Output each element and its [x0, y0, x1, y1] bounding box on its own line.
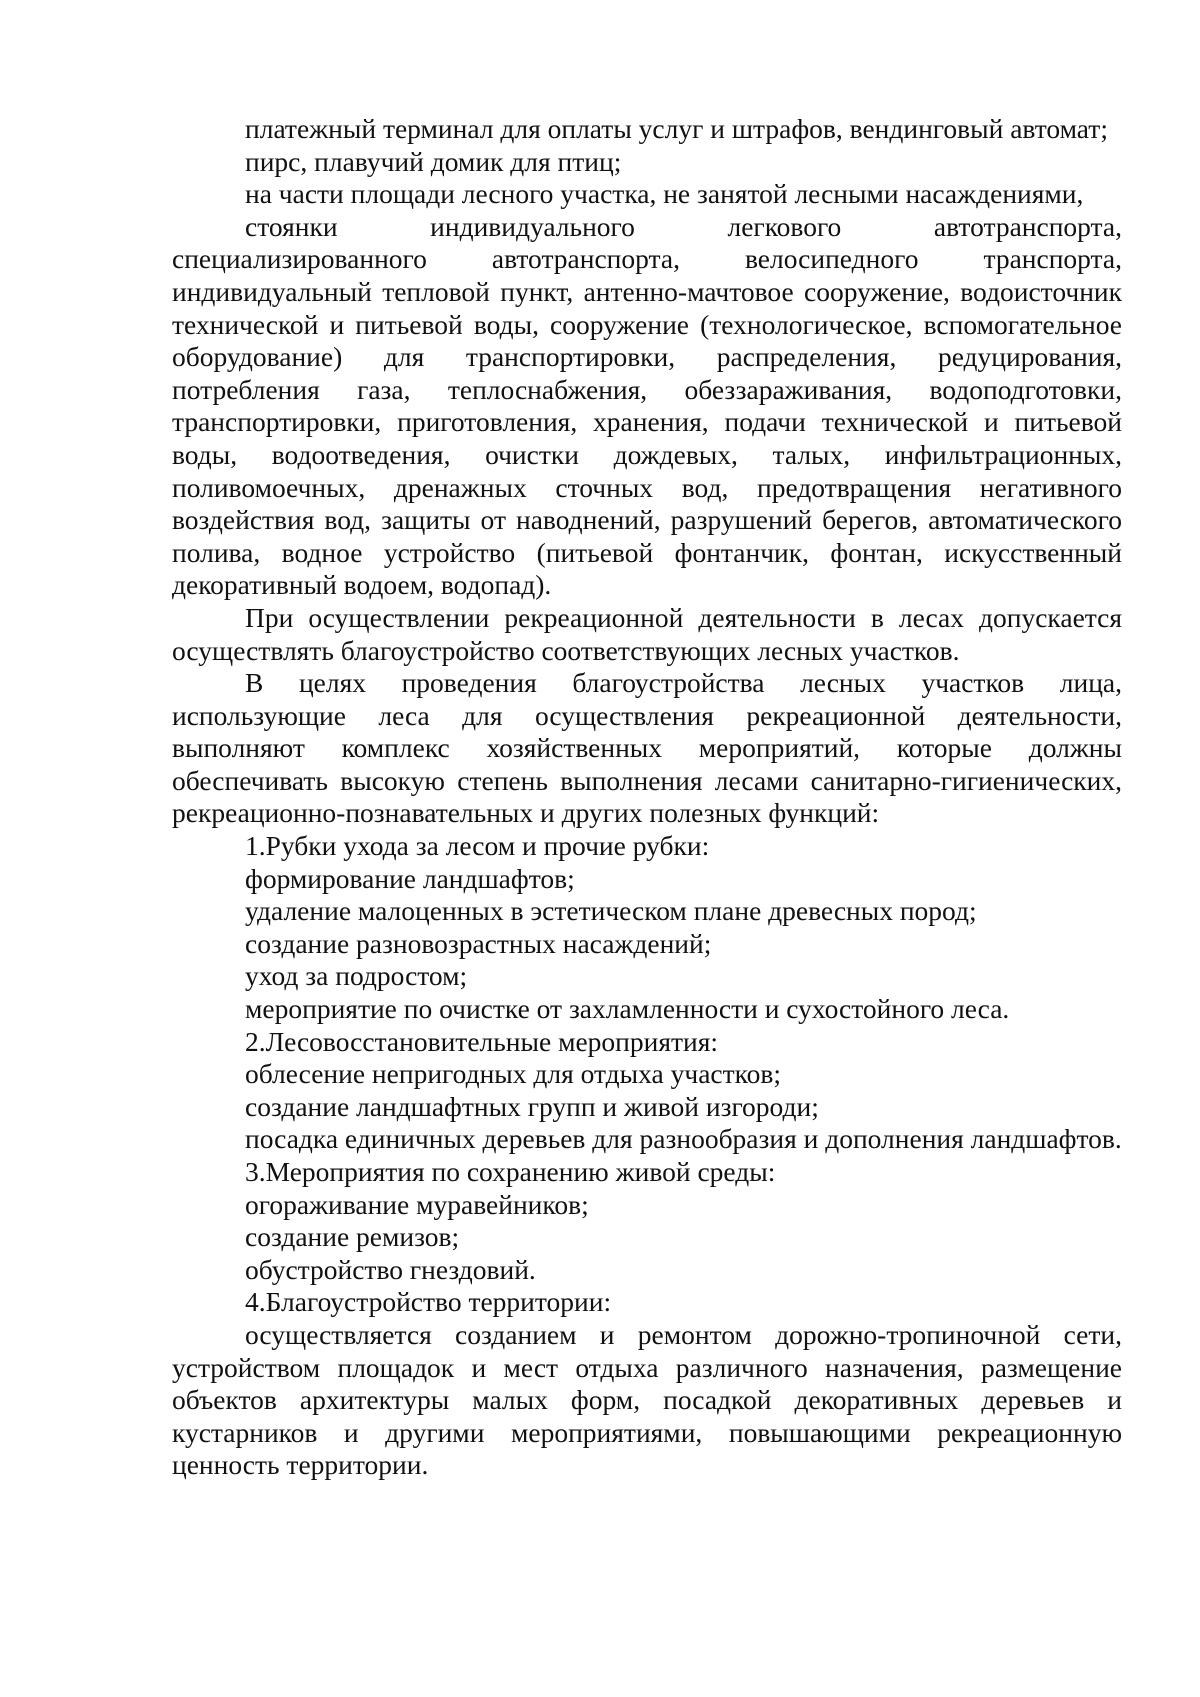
list-item: создание ремизов;: [245, 1221, 460, 1253]
list-item: создание ландшафтных групп и живой изгороди;: [245, 1090, 819, 1122]
paragraph-parking-facilities: стоянки индивидуального легкового автотранспорта, специализированного автотранспорта, велосипедного транспорта, индивидуальный тепловой пункт, антенно-мачтовое сооружение, водоисточник технической и питьевой воды, сооружение (технологическое, вспомогательное оборудование) для транспортировки, распределения, редуцирования, потребления газа, теплоснабжения, обеззараживания, водоподготовки, транспортировки, приготовления, хранения, подачи технической и питьевой воды, водоотведения, очистки дождевых, талых, инфильтрационных, поливомоечных, дренажных сточных вод, предотвращения негативного воздействия вод, защиты от наводнений, разрушений берегов, автоматического полива, водное устройство (питьевой фонтанчик, фонтан, искусственный декоративный водоем, водопад).: [172, 210, 1122, 601]
list-item: огораживание муравейников;: [245, 1188, 589, 1220]
list-heading-living-environment: 3.Мероприятия по сохранению живой среды:: [245, 1156, 776, 1187]
paragraph-territory-improvement: осуществляется созданием и ремонтом дорожно-тропиночной сети, устройством площадок и мест отдыха различного назначения, размещение объектов архитектуры малых форм, посадкой декоративных деревьев и кустарников и другими мероприятиями, повышающими рекреационную ценность территории.: [172, 1318, 1122, 1481]
list-item: облесение непригодных для отдыха участков;: [245, 1058, 781, 1090]
list-heading-cuttings: 1.Рубки ухода за лесом и прочие рубки:: [245, 830, 710, 862]
list-heading-territory-improvement: 4.Благоустройство территории:: [245, 1286, 612, 1318]
list-item: удаление малоценных в эстетическом плане древесных пород;: [245, 895, 977, 927]
paragraph-non-forested-area: на части площади лесного участка, не занятой лесными насаждениями,: [245, 178, 1084, 210]
paragraph-pier: пирс, плавучий домик для птиц;: [245, 145, 622, 177]
list-item: формирование ландшафтов;: [245, 862, 575, 894]
document-page: [172, 113, 1122, 1482]
paragraph-payment-terminal: платежный терминал для оплаты услуг и штрафов, вендинговый автомат;: [245, 113, 1108, 144]
paragraph-recreational-landscaping: При осуществлении рекреационной деятельности в лесах допускается осуществлять благоустройство соответствующих лесных участков.: [172, 601, 1122, 666]
list-item: уход за подростом;: [245, 960, 468, 992]
paragraph-measures-intro: В целях проведения благоустройства лесных участков лица, использующие леса для осуществления рекреационной деятельности, выполняют комплекс хозяйственных мероприятий, которые должны обеспечивать высокую степень выполнения лесами санитарно-гигиенических, рекреационно-познавательных и других полезных функций:: [172, 667, 1122, 829]
list-heading-reforestation: 2.Лесовосстановительные мероприятия:: [245, 1025, 719, 1057]
list-item: мероприятие по очистке от захламленности и сухостойного леса.: [245, 993, 1010, 1025]
list-item: посадка единичных деревьев для разнообразия и дополнения ландшафтов.: [245, 1123, 1122, 1155]
list-item: создание разновозрастных насаждений;: [245, 927, 712, 959]
list-item: обустройство гнездовий.: [245, 1253, 536, 1285]
